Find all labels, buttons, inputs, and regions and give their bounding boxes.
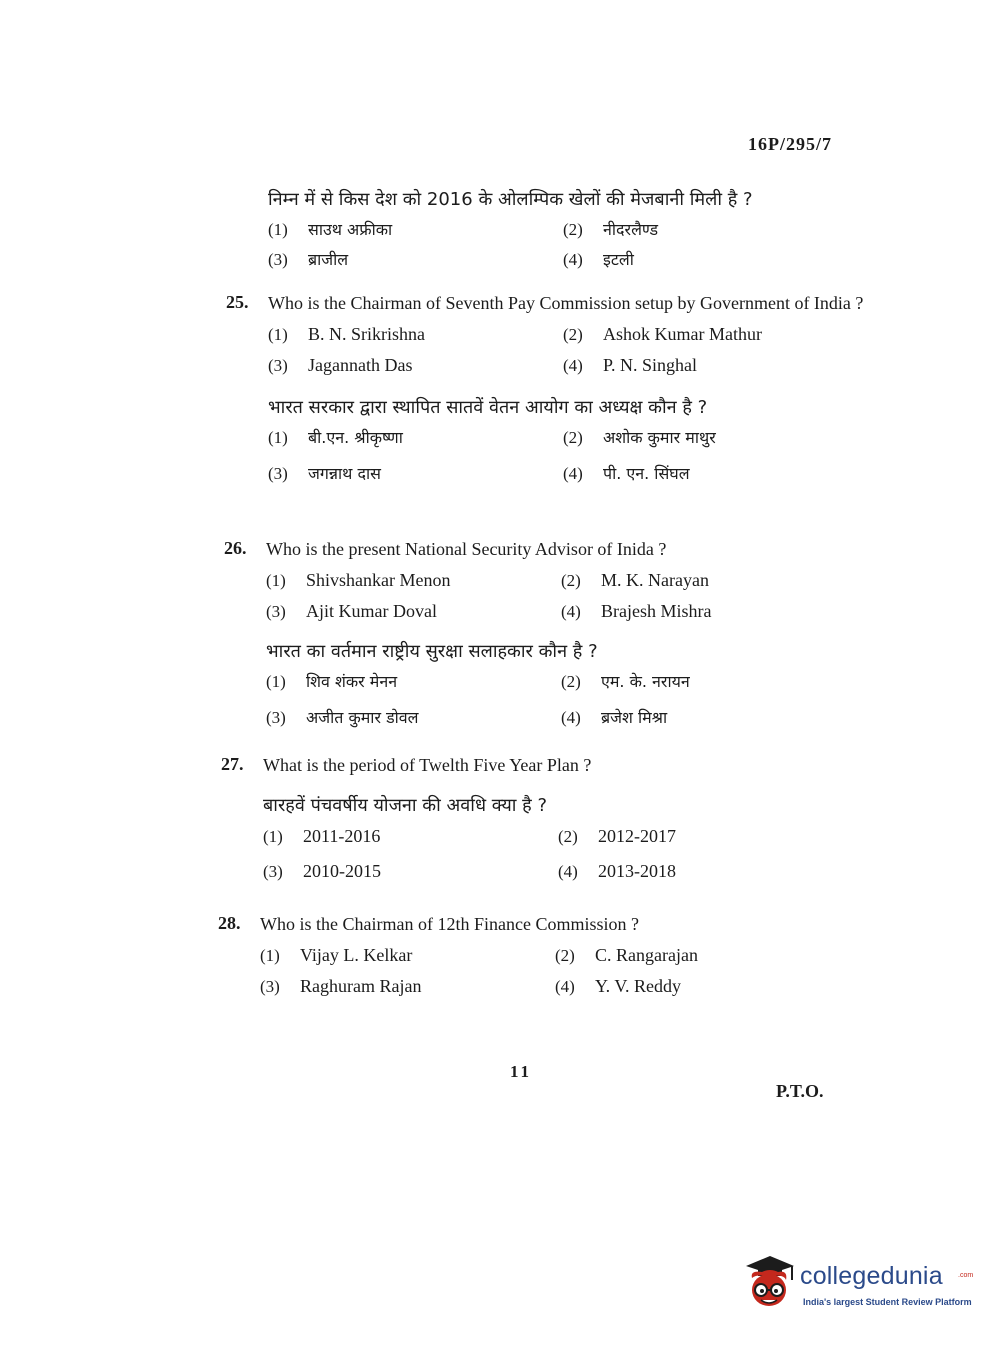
option-2	[563, 426, 863, 450]
option-3	[266, 599, 561, 624]
option-3	[260, 974, 555, 999]
option-text: बी.एन. श्रीकृष्णा	[308, 428, 403, 447]
question-number: 26.	[224, 538, 247, 558]
option-text: शिव शंकर मेनन	[306, 672, 398, 691]
option-number: (4)	[563, 356, 583, 375]
option-number: (4)	[555, 977, 575, 996]
option-text: अजीत कुमार डोवल	[306, 708, 419, 727]
option-text: Vijay L. Kelkar	[300, 945, 413, 965]
option-4	[563, 462, 863, 486]
option-3	[263, 859, 558, 884]
option-number: (3)	[268, 250, 288, 269]
option-text: पी. एन. सिंघल	[603, 464, 690, 483]
options-grid-english	[260, 943, 858, 999]
option-text: इटली	[603, 250, 634, 269]
question-25	[226, 292, 866, 486]
option-number: (1)	[268, 325, 288, 344]
option-number: (2)	[563, 220, 583, 239]
option-number: (3)	[266, 602, 286, 621]
option-text: P. N. Singhal	[603, 355, 698, 375]
option-number: (4)	[558, 862, 578, 881]
option-text: 2010-2015	[303, 861, 381, 881]
option-text: Ashok Kumar Mathur	[603, 324, 762, 344]
page-code: 16P/295/7	[748, 134, 832, 154]
option-text: ब्रजेश मिश्रा	[601, 708, 668, 727]
options-grid-english	[268, 322, 866, 378]
question-number: 25.	[226, 292, 249, 312]
option-4	[561, 706, 861, 730]
option-2	[555, 943, 855, 968]
option-text: Raghuram Rajan	[300, 976, 422, 996]
option-3	[268, 353, 563, 378]
option-number: (1)	[268, 428, 288, 447]
option-1	[268, 322, 563, 347]
page-number: 11	[510, 1062, 533, 1081]
options-grid-hindi	[268, 426, 866, 486]
option-number: (3)	[268, 464, 288, 483]
option-text: ब्राजील	[308, 250, 349, 269]
option-number: (2)	[563, 428, 583, 447]
option-text: नीदरलैण्ड	[603, 220, 659, 239]
option-number: (2)	[561, 571, 581, 590]
logo-brand-name: collegedunia	[800, 1262, 943, 1290]
logo-tagline: India's largest Student Review Platform	[803, 1297, 972, 1307]
option-3	[266, 706, 561, 730]
option-text: B. N. Srikrishna	[308, 324, 425, 344]
option-text: Ajit Kumar Doval	[306, 601, 437, 621]
option-4	[555, 974, 855, 999]
option-text: अशोक कुमार माथुर	[603, 428, 716, 447]
option-3	[268, 248, 563, 272]
option-4	[558, 859, 858, 884]
option-number: (3)	[263, 862, 283, 881]
option-number: (3)	[266, 708, 286, 727]
option-number: (1)	[268, 220, 288, 239]
option-number: (1)	[263, 827, 283, 846]
option-number: (4)	[563, 250, 583, 269]
option-number: (3)	[268, 356, 288, 375]
options-grid-hindi	[266, 670, 864, 730]
option-text: Jagannath Das	[308, 355, 413, 375]
option-text: 2011-2016	[303, 826, 381, 846]
option-number: (2)	[555, 946, 575, 965]
collegedunia-logo	[740, 1250, 974, 1320]
options-grid-hindi	[268, 218, 868, 272]
option-text: Shivshankar Menon	[306, 570, 451, 590]
option-text: साउथ अफ्रीका	[308, 220, 393, 239]
question-text-hindi: भारत सरकार द्वारा स्थापित सातवें वेतन आयोग का अध्यक्ष कौन है ?	[268, 397, 708, 418]
option-1	[268, 218, 563, 242]
question-27	[221, 754, 861, 884]
question-28	[218, 913, 858, 999]
option-text: Brajesh Mishra	[601, 601, 712, 621]
option-number: (4)	[561, 708, 581, 727]
question-text-english: What is the period of Twelth Five Year Plan ?	[263, 755, 592, 775]
question-text-hindi: बारहवें पंचवर्षीय योजना की अवधि क्या है ?	[263, 795, 548, 816]
option-number: (3)	[260, 977, 280, 996]
option-text: 2012-2017	[598, 826, 676, 846]
option-number: (1)	[260, 946, 280, 965]
option-number: (4)	[563, 464, 583, 483]
option-number: (1)	[266, 672, 286, 691]
option-1	[266, 568, 561, 593]
intro-question-hindi	[268, 188, 868, 272]
option-number: (2)	[558, 827, 578, 846]
option-4	[563, 248, 863, 272]
option-4	[563, 353, 863, 378]
option-2	[558, 824, 858, 849]
pto-label: P.T.O.	[776, 1081, 824, 1101]
option-2	[563, 322, 863, 347]
question-number: 28.	[218, 913, 241, 933]
question-text-english: Who is the Chairman of 12th Finance Commission ?	[260, 914, 639, 934]
option-1	[268, 426, 563, 450]
option-1	[263, 824, 558, 849]
options-grid-english	[266, 568, 864, 624]
option-number: (2)	[561, 672, 581, 691]
question-26	[224, 538, 864, 730]
question-text-english: Who is the present National Security Advisor of Inida ?	[266, 539, 667, 559]
option-text: C. Rangarajan	[595, 945, 698, 965]
option-2	[561, 568, 861, 593]
option-text: M. K. Narayan	[601, 570, 709, 590]
option-1	[266, 670, 561, 694]
option-3	[268, 462, 563, 486]
option-2	[561, 670, 861, 694]
option-number: (2)	[563, 325, 583, 344]
option-text: 2013-2018	[598, 861, 676, 881]
option-number: (4)	[561, 602, 581, 621]
question-text-hindi: भारत का वर्तमान राष्ट्रीय सुरक्षा सलाहकार कौन है ?	[266, 641, 598, 662]
question-number: 27.	[221, 754, 244, 774]
option-text: जगन्नाथ दास	[308, 464, 381, 483]
logo-brand-suffix: .com	[958, 1272, 974, 1279]
option-number: (1)	[266, 571, 286, 590]
option-2	[563, 218, 863, 242]
option-4	[561, 599, 861, 624]
option-text: एम. के. नरायन	[601, 672, 690, 691]
options-grid	[263, 824, 861, 884]
mascot-icon	[740, 1252, 798, 1312]
option-text: Y. V. Reddy	[595, 976, 682, 996]
option-1	[260, 943, 555, 968]
question-text-hindi: निम्न में से किस देश को 2016 के ओलम्पिक खेलों की मेजबानी मिली है ?	[268, 189, 753, 210]
question-text-english: Who is the Chairman of Seventh Pay Commission setup by Government of India ?	[268, 293, 864, 313]
